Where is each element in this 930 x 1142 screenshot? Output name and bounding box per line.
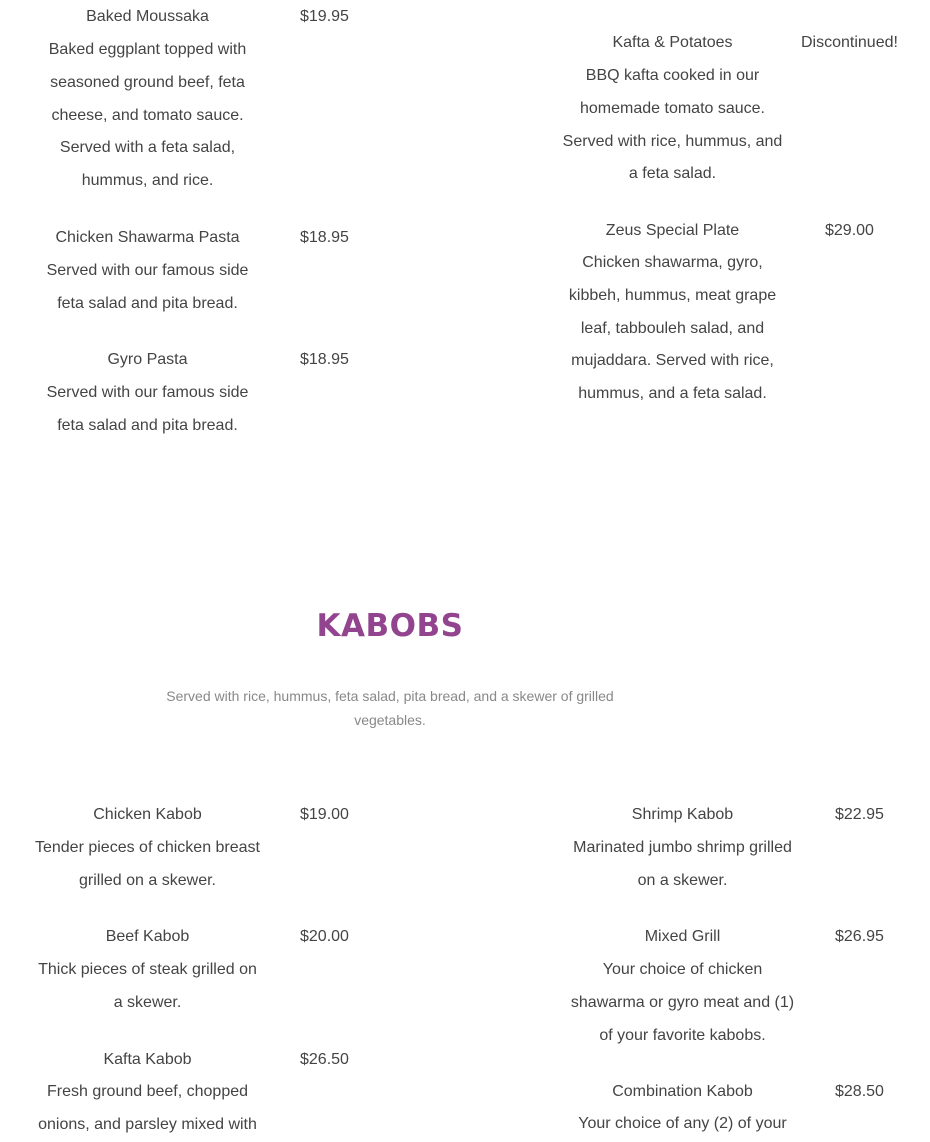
menu-item-name: Combination Kabob [612,1083,753,1100]
menu-item-name: Kafta Kabob [103,1051,192,1068]
section-title: KABOBS [316,608,464,644]
menu-item-description: Your choice of chicken shawarma or gyro meat and (1) of your favorite kabobs. [570,961,795,1044]
menu-item-price: $19.00 [300,806,349,823]
menu-item-description: Thick pieces of steak grilled on a skewer. [38,961,257,1011]
menu-item-description: Baked eggplant topped with seasoned ground beef, feta cheese, and tomato sauce. Served with a feta salad, hummus, and rice. [48,41,247,190]
menu-item-name: Chicken Shawarma Pasta [55,229,240,246]
menu-item-price: $29.00 [825,222,874,239]
menu-item-description: Marinated jumbo shrimp grilled on a skewer. [573,839,792,889]
menu-item-name: Beef Kabob [105,928,190,945]
menu-item-name: Chicken Kabob [93,806,202,823]
menu-item-price: $18.95 [300,351,349,368]
menu-item-name: Kafta & Potatoes [612,34,733,51]
menu-item-description: Served with our famous side feta salad and pita bread. [46,384,249,434]
menu-item-description: Served with our famous side feta salad and pita bread. [46,262,249,312]
menu-item-name: Baked Moussaka [86,8,209,25]
menu-item-name: Gyro Pasta [107,351,188,368]
menu-item-description: BBQ kafta cooked in our homemade tomato sauce. Served with rice, hummus, and a feta salad. [562,67,783,183]
menu-item-description: Chicken shawarma, gyro, kibbeh, hummus, meat grape leaf, tabbouleh salad, and mujaddara. Served with rice, hummus, and a feta salad. [568,254,777,403]
menu-item-description: Tender pieces of chicken breast grilled on a skewer. [34,839,260,889]
menu-item-price: $26.50 [300,1051,349,1068]
menu-item-price: $19.95 [300,8,349,25]
menu-item-description: Your choice of any (2) of your [578,1115,787,1132]
section-subtitle: Served with rice, hummus, feta salad, pita bread, and a skewer of grilled vegetables. [166,688,614,728]
menu-item-price: Discontinued! [801,34,898,51]
menu-item-price: $20.00 [300,928,349,945]
menu-item-name: Shrimp Kabob [631,806,734,823]
menu-item-price: $22.95 [835,806,884,823]
menu-item-price: $18.95 [300,229,349,246]
menu-item-description: Fresh ground beef, chopped onions, and parsley mixed with [38,1083,257,1133]
menu-item-name: Mixed Grill [644,928,721,945]
menu-item-price: $26.95 [835,928,884,945]
menu-item-price: $28.50 [835,1083,884,1100]
menu-item-name: Zeus Special Plate [605,222,740,239]
